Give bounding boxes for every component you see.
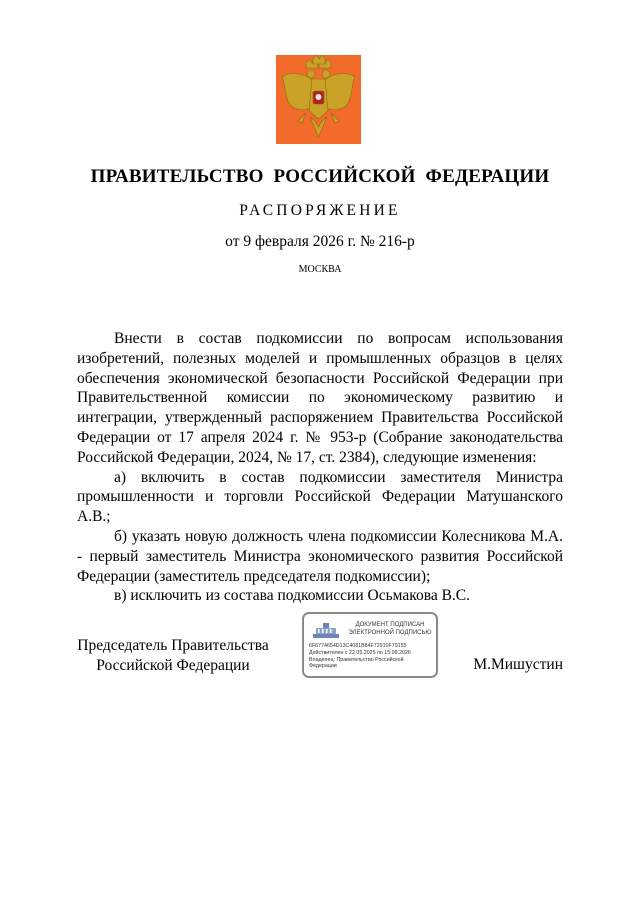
- stamp-heading-line1: ДОКУМЕНТ ПОДПИСАН: [355, 622, 425, 628]
- document-city: МОСКВА: [298, 264, 342, 275]
- paragraph-intro: Внести в состав подкомиссии по вопросам использования изобретений, полезных моделей и промышленных образцов в целях обеспечения экономической безопасности Российской Федерации при Правительственной комиссии по экономическому развитию и интеграции, утвержденный распоряжением Правительства Российской Федерации от 17 апреля 2024 г. № 953-р (Собрание законодательства Российской Федерации, 2024, № 17, ст. 2384), следующие изменения:: [77, 330, 563, 466]
- stamp-owner-line2: Федерации: [309, 663, 337, 670]
- stamp-owner-line1: Владелец: Правительство Российской: [309, 656, 404, 663]
- stamp-validity: Действителен с 22.05.2025 по 15.08.2026: [309, 649, 411, 656]
- paragraph-item-b: б) указать новую должность члена подкомиссии Колесникова М.А. - первый заместитель Министра экономического развития Российской Федерации (заместитель председателя подкомиссии);: [77, 527, 563, 585]
- government-building-icon: [312, 622, 340, 640]
- paragraph-item-c: в) исключить из состава подкомиссии Осьмакова В.С.: [114, 587, 471, 605]
- stamp-details: [309, 643, 437, 670]
- document-body: [77, 329, 563, 606]
- electronic-signature-stamp: [302, 612, 438, 678]
- stamp-heading-line2: ЭЛЕКТРОННОЙ ПОДПИСЬЮ: [348, 630, 432, 636]
- signer-title: Председатель Правительства Российской Федерации: [77, 637, 269, 674]
- paragraph-item-a: а) включить в состав подкомиссии заместителя Министра промышленности и торговли Российской Федерации Матушанского А.В.;: [77, 468, 563, 526]
- document-type: РАСПОРЯЖЕНИЕ: [239, 202, 401, 219]
- organization-title: ПРАВИТЕЛЬСТВО РОССИЙСКОЙ ФЕДЕРАЦИИ: [90, 166, 550, 187]
- stamp-heading: [344, 621, 436, 637]
- document-date-number: от 9 февраля 2026 г. № 216-р: [225, 233, 415, 250]
- stamp-certificate: 6F6774654D13C4081B84F72910F79155: [309, 643, 407, 649]
- coat-of-arms-emblem: [276, 55, 361, 144]
- signer-name: М.Мишустин: [473, 656, 563, 673]
